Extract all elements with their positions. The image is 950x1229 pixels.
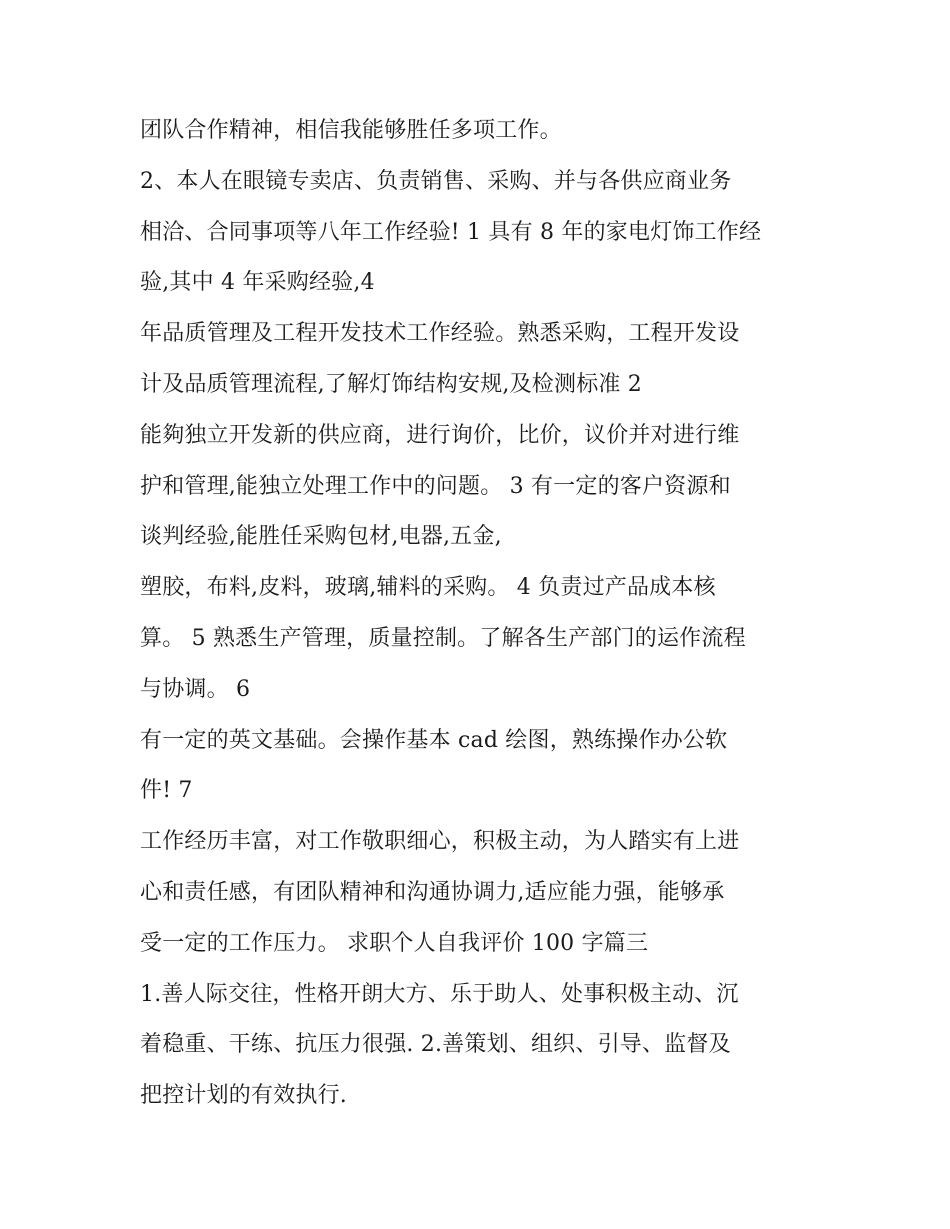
text-line: 相洽、合同事项等八年工作经验! 1 具有 8 年的家电灯饰工作经 <box>140 219 762 245</box>
text-line: 算。 5 熟悉生产管理，质量控制。了解各生产部门的运作流程 <box>140 625 746 651</box>
text-line: 着稳重、干练、抗压力很强. 2.善策划、组织、引导、监督及 <box>140 1032 731 1058</box>
text-line: 能夠独立开发新的供应商，进行询价，比价，议价并对进行维 <box>140 422 740 448</box>
text-line: 团队合作精神，相信我能够胜任多项工作。 <box>140 118 562 143</box>
document-body <box>140 106 840 1122</box>
text-line: 心和责任感，有团队精神和沟通协调力,适应能力强，能够承 <box>140 879 725 905</box>
text-line: 验,其中 4 年采购经验,4 <box>140 270 375 296</box>
text-line: 计及品质管理流程,了解灯饰结构安规,及检测标准 2 <box>140 371 642 397</box>
text-line: 有一定的英文基础。会操作基本 cad 绘图，熟练操作办公软 <box>140 727 728 753</box>
text-line: 塑胶，布料,皮料，玻璃,辅料的采购。 4 负责过产品成本核 <box>140 575 716 601</box>
text-line: 2、本人在眼镜专卖店、负责销售、采购、并与各供应商业务 <box>140 168 732 194</box>
text-line: 把控计划的有效执行. <box>140 1083 347 1109</box>
text-line: 护和管理,能独立处理工作中的问题。 3 有一定的客户资源和 <box>140 473 731 499</box>
text-line: 1.善人际交往，性格开朗大方、乐于助人、处事积极主动、沉 <box>140 981 739 1007</box>
text-line: 件! 7 <box>140 778 193 804</box>
text-line: 受一定的工作压力。 求职个人自我评价 100 字篇三 <box>140 930 649 956</box>
text-line: 工作经历丰富，对工作敬职细心，积极主动，为人踏实有上进 <box>140 829 740 855</box>
text-line: 谈判经验,能胜任采购包材,电器,五金, <box>140 524 502 550</box>
text-line: 年品质管理及工程开发技术工作经验。熟悉采购，工程开发设 <box>140 321 740 347</box>
text-line: 与协调。 6 <box>140 676 251 702</box>
